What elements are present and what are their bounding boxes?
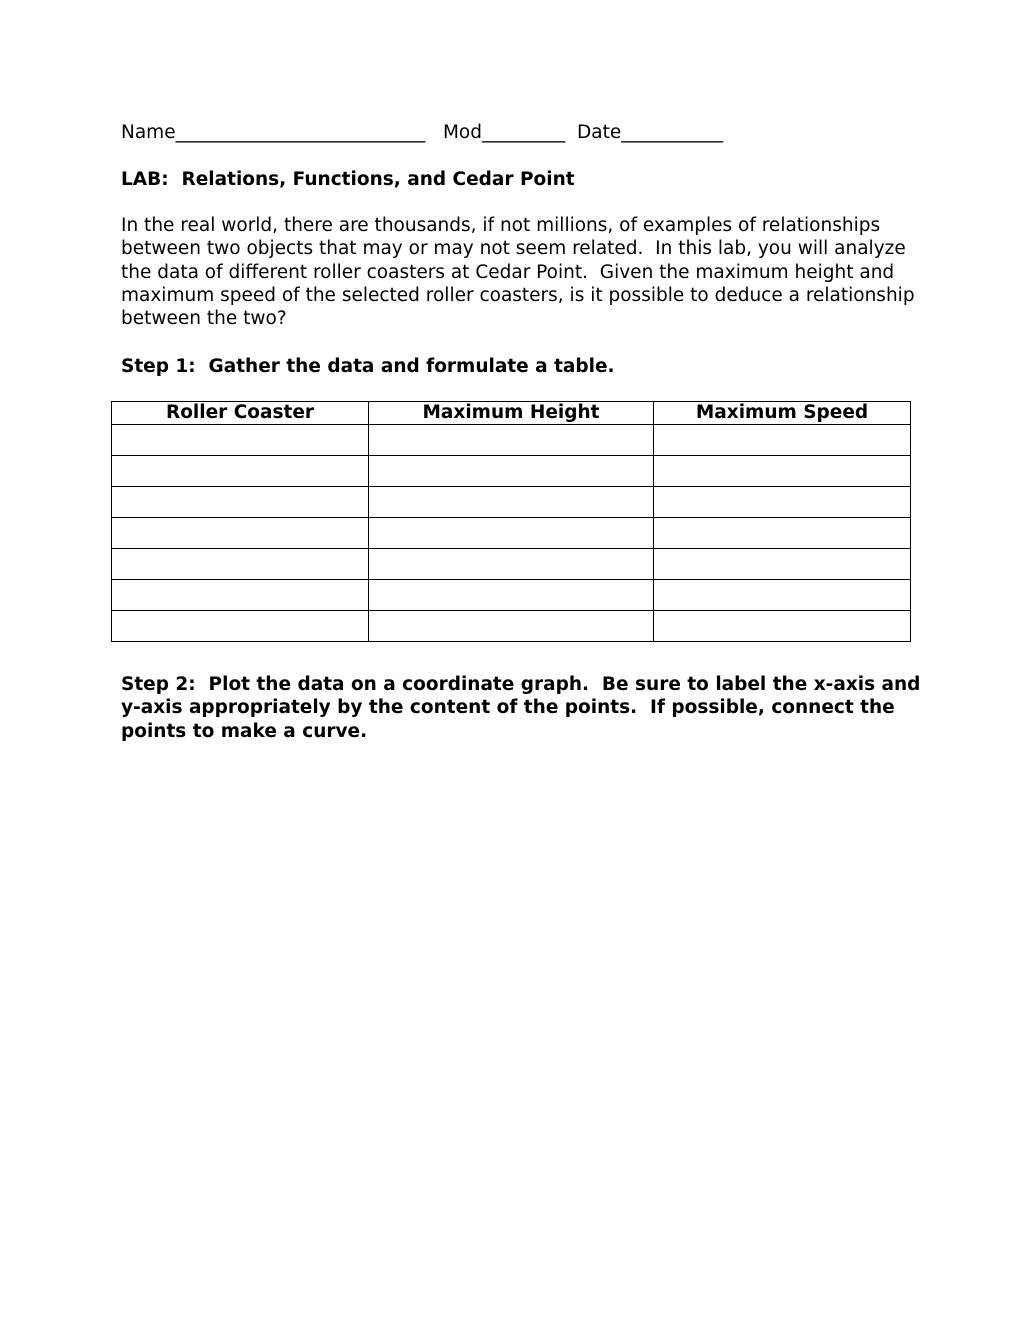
step1-heading: Step 1: Gather the data and formulate a table.: [121, 356, 615, 377]
cell-maximum-height[interactable]: [369, 580, 654, 611]
cell-maximum-height[interactable]: [369, 425, 654, 456]
cell-roller-coaster[interactable]: [112, 518, 369, 549]
cell-roller-coaster[interactable]: [112, 425, 369, 456]
cell-maximum-speed[interactable]: [654, 487, 911, 518]
cell-roller-coaster[interactable]: [112, 611, 369, 642]
cell-maximum-speed[interactable]: [654, 425, 911, 456]
cell-maximum-height[interactable]: [369, 611, 654, 642]
table-row: [112, 580, 911, 611]
table-row: [112, 549, 911, 580]
table-header-row: [112, 402, 911, 425]
cell-maximum-height[interactable]: [369, 456, 654, 487]
table-row: [112, 487, 911, 518]
table-row: [112, 611, 911, 642]
cell-maximum-speed[interactable]: [654, 518, 911, 549]
table-row: [112, 518, 911, 549]
name-mod-date-fields[interactable]: Name___________________________ Mod_________ Date___________: [121, 122, 723, 143]
intro-paragraph: [121, 214, 915, 330]
cell-maximum-height[interactable]: [369, 518, 654, 549]
intro-line: between two objects that may or may not seem related. In this lab, you will analyze: [121, 238, 906, 260]
cell-roller-coaster[interactable]: [112, 549, 369, 580]
intro-line: In the real world, there are thousands, if not millions, of examples of relationships: [121, 215, 881, 236]
cell-maximum-speed[interactable]: [654, 580, 911, 611]
table-row: [112, 456, 911, 487]
step2-line: points to make a curve.: [121, 720, 368, 742]
table-row: [112, 425, 911, 456]
column-header-maximum-height: Maximum Height: [369, 402, 654, 425]
intro-line: the data of different roller coasters at Cedar Point. Given the maximum height and: [121, 261, 895, 283]
cell-maximum-speed[interactable]: [654, 549, 911, 580]
step2-instructions: [121, 673, 921, 743]
step2-line: Step 2: Plot the data on a coordinate graph. Be sure to label the x-axis and: [121, 674, 921, 695]
cell-roller-coaster[interactable]: [112, 580, 369, 611]
cell-maximum-height[interactable]: [369, 487, 654, 518]
cell-maximum-speed[interactable]: [654, 456, 911, 487]
intro-line: maximum speed of the selected roller coasters, is it possible to deduce a relationship: [121, 284, 915, 306]
column-header-maximum-speed: Maximum Speed: [654, 402, 911, 425]
cell-roller-coaster[interactable]: [112, 456, 369, 487]
roller-coaster-table: [111, 401, 911, 642]
cell-maximum-height[interactable]: [369, 549, 654, 580]
cell-roller-coaster[interactable]: [112, 487, 369, 518]
lab-title: LAB: Relations, Functions, and Cedar Point: [121, 169, 575, 190]
step2-line: y-axis appropriately by the content of the points. If possible, connect the: [121, 697, 895, 719]
column-header-roller-coaster: Roller Coaster: [112, 402, 369, 425]
intro-line: between the two?: [121, 308, 287, 330]
cell-maximum-speed[interactable]: [654, 611, 911, 642]
